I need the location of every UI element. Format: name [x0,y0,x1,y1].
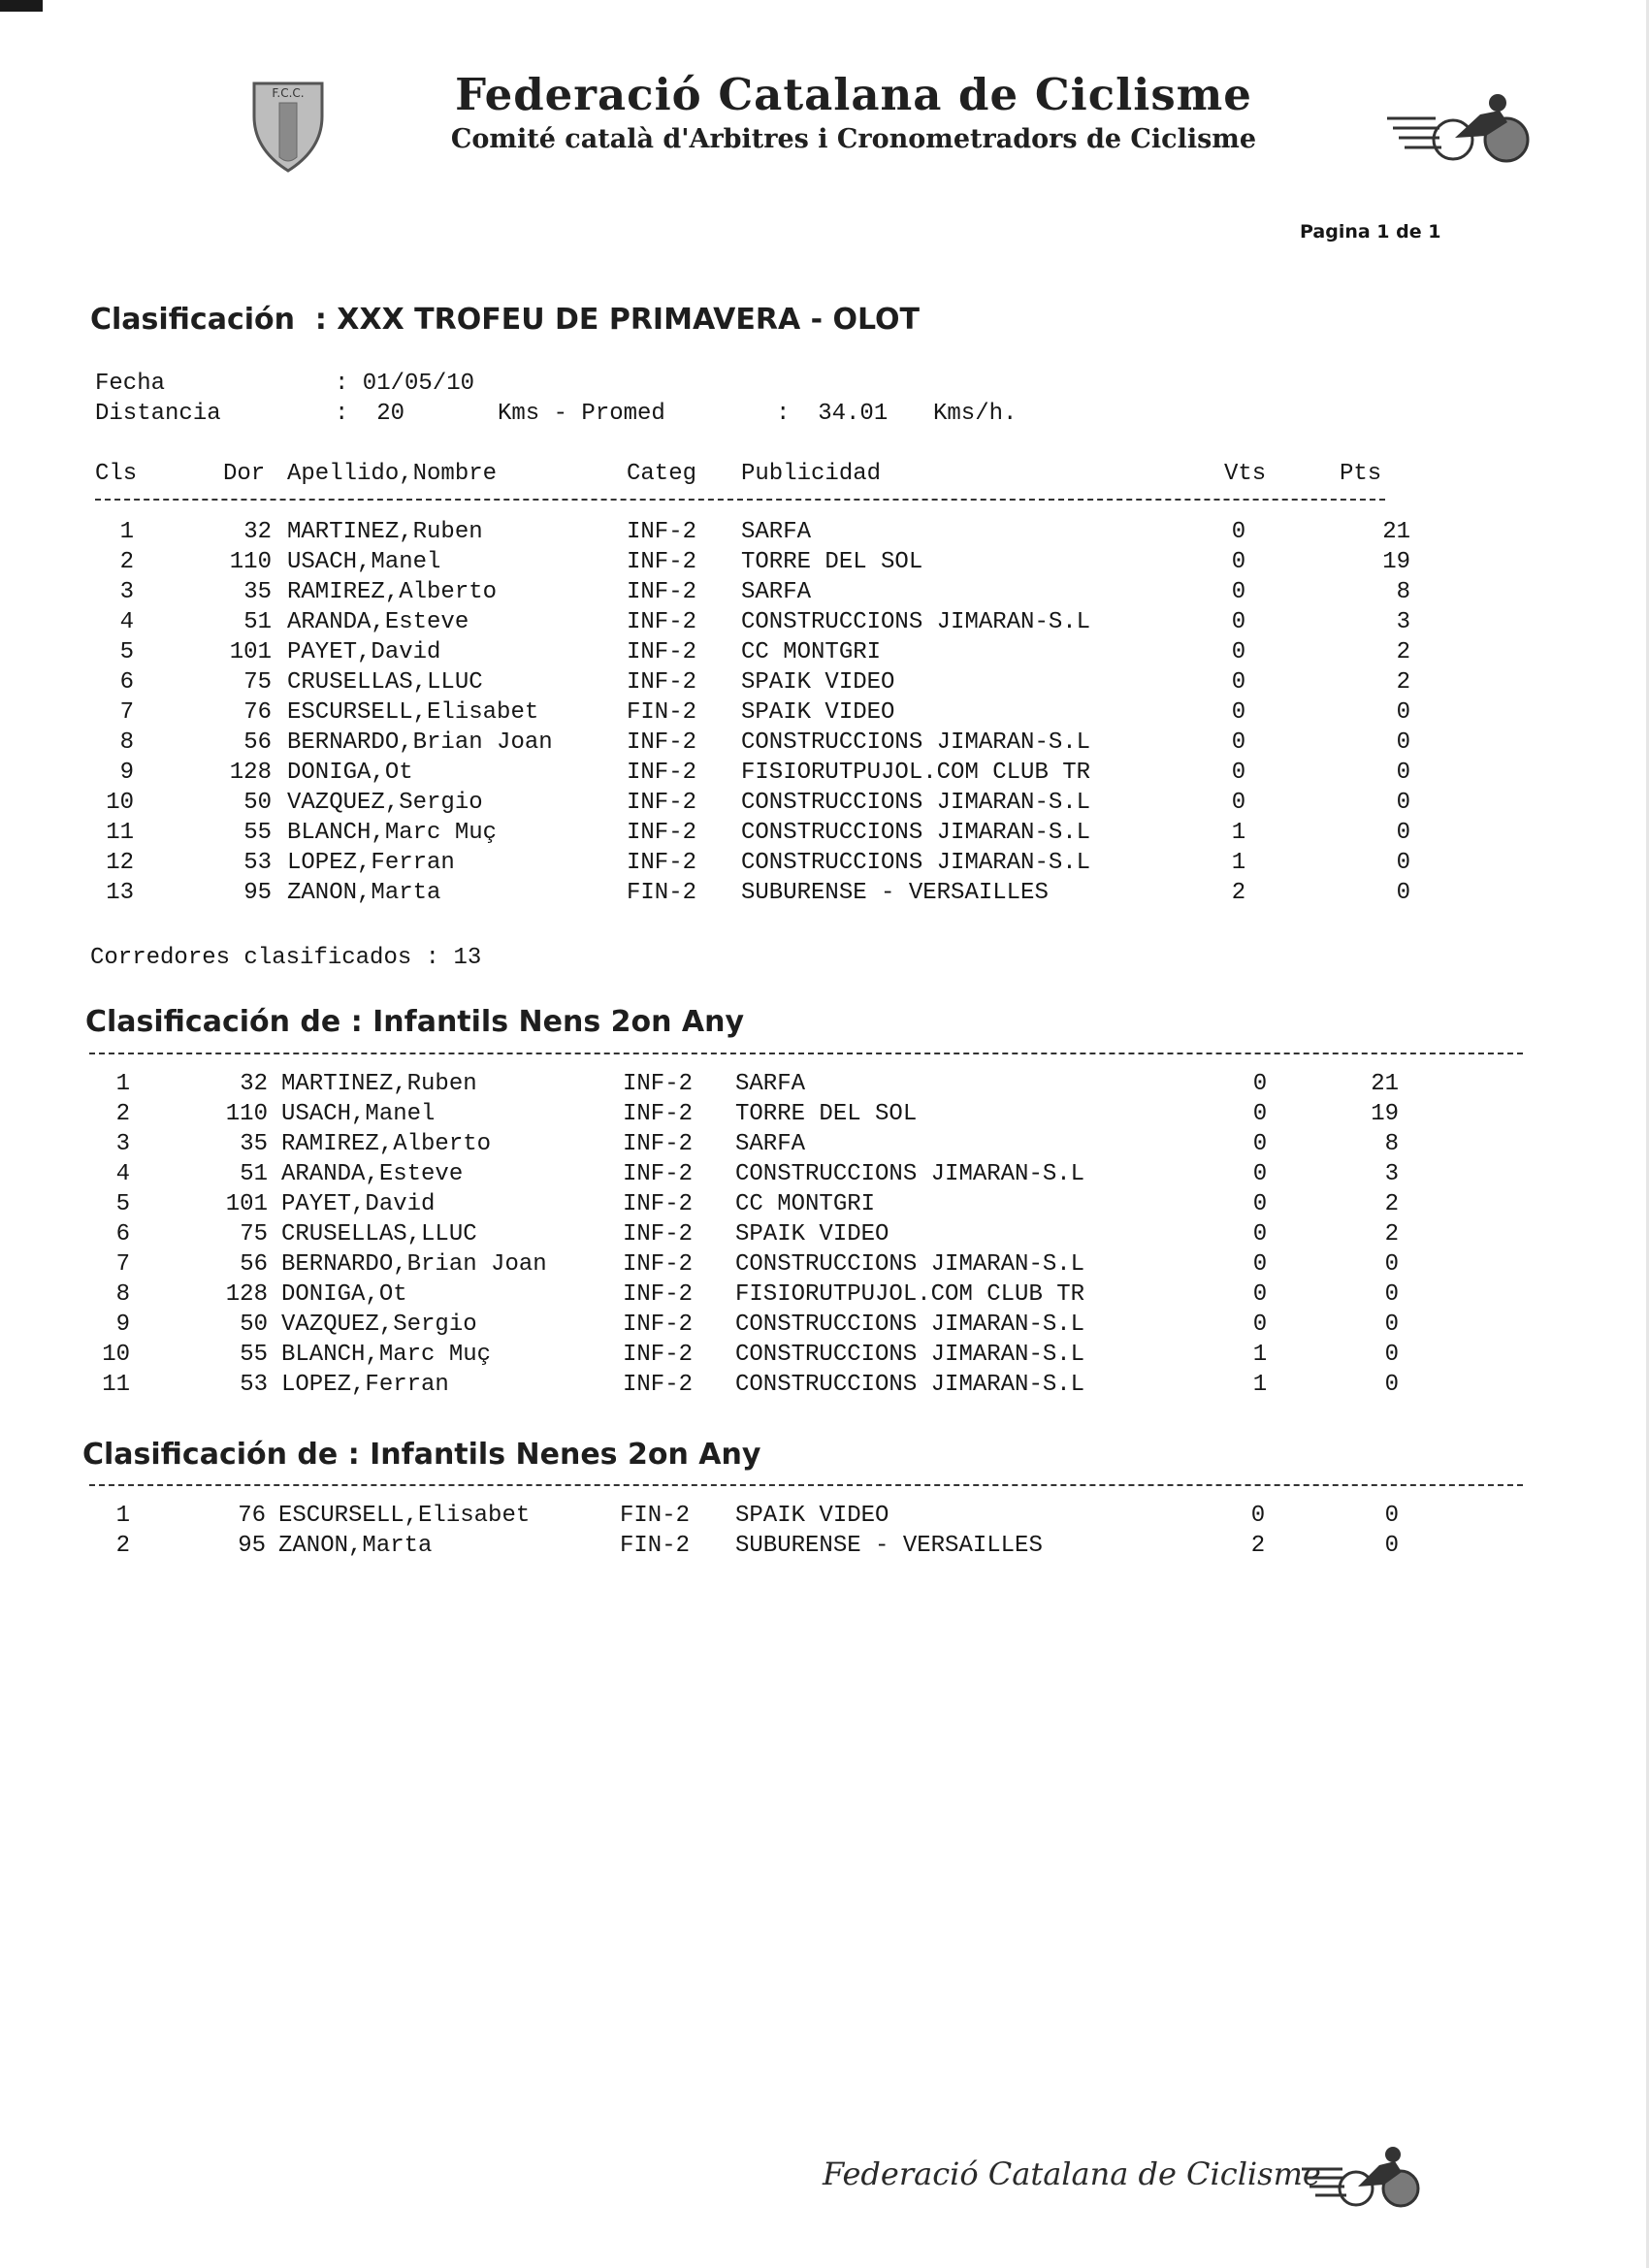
boys-divider [89,1053,1523,1054]
bib-number-cell: 35 [240,1131,268,1157]
team-cell: SARFA [741,519,812,545]
category-cell: FIN-2 [627,880,697,906]
footer-cyclist-logo-icon [1300,2144,1421,2212]
laps-cell: 0 [1231,669,1246,696]
promed-unit: Kms/h. [933,401,1018,427]
points-cell: 0 [1384,1251,1399,1278]
team-cell: CONSTRUCCIONS JIMARAN-S.L [741,790,1091,816]
rider-name-cell: USACH,Manel [287,549,441,575]
points-cell: 0 [1396,790,1410,816]
category-cell: FIN-2 [620,1503,691,1529]
race-title: Clasificación : XXX TROFEU DE PRIMAVERA - OLOT [90,303,921,337]
rider-name-cell: BERNARDO,Brian Joan [281,1251,547,1278]
rider-name-cell: RAMIREZ,Alberto [287,579,498,605]
team-cell: CONSTRUCCIONS JIMARAN-S.L [741,609,1091,635]
laps-cell: 0 [1231,579,1246,605]
rank-cell: 3 [115,1131,130,1157]
points-cell: 0 [1396,699,1410,726]
rider-name-cell: USACH,Manel [281,1101,436,1127]
team-cell: CONSTRUCCIONS JIMARAN-S.L [735,1251,1085,1278]
category-cell: INF-2 [627,760,697,786]
col-header-name: Apellido,Nombre [287,461,498,487]
points-cell: 3 [1396,609,1410,635]
bib-number-cell: 56 [243,729,272,756]
rank-cell: 1 [115,1503,130,1529]
fecha-label: Fecha [95,371,166,397]
team-cell: TORRE DEL SOL [735,1101,918,1127]
bib-number-cell: 128 [229,760,272,786]
rider-name-cell: PAYET,David [287,639,441,665]
points-cell: 2 [1396,669,1410,696]
category-cell: INF-2 [623,1251,694,1278]
team-cell: SPAIK VIDEO [735,1503,889,1529]
rank-cell: 4 [119,609,134,635]
points-cell: 0 [1384,1281,1399,1308]
points-cell: 0 [1384,1312,1399,1338]
rider-name-cell: ESCURSELL,Elisabet [287,699,539,726]
scan-corner-mark [0,0,43,12]
laps-cell: 0 [1252,1221,1268,1247]
category-cell: INF-2 [627,549,697,575]
team-cell: CONSTRUCCIONS JIMARAN-S.L [741,820,1091,846]
rider-name-cell: ARANDA,Esteve [281,1161,464,1187]
rank-cell: 6 [119,669,134,696]
team-cell: CONSTRUCCIONS JIMARAN-S.L [741,729,1091,756]
rank-cell: 5 [119,639,134,665]
committee-subtitle: Comité català d'Arbitres i Cronometradors de Ciclisme [450,123,1257,154]
bib-number-cell: 51 [240,1161,268,1187]
points-cell: 21 [1382,519,1410,545]
rank-cell: 9 [119,760,134,786]
cyclist-logo-icon [1385,89,1531,167]
rank-cell: 7 [115,1251,130,1278]
rider-name-cell: CRUSELLAS,LLUC [287,669,483,696]
points-cell: 2 [1396,639,1410,665]
rider-name-cell: ZANON,Marta [278,1533,433,1559]
category-cell: INF-2 [627,579,697,605]
team-cell: CC MONTGRI [741,639,882,665]
col-header-publicidad: Publicidad [741,461,882,487]
bib-number-cell: 35 [243,579,272,605]
svg-text:F.C.C.: F.C.C. [272,86,305,100]
rank-cell: 2 [119,549,134,575]
team-cell: FISIORUTPUJOL.COM CLUB TR [741,760,1091,786]
rank-cell: 10 [106,790,134,816]
category-cell: INF-2 [627,820,697,846]
rank-cell: 3 [119,579,134,605]
rank-cell: 4 [115,1161,130,1187]
bib-number-cell: 32 [240,1071,268,1097]
distancia-label: Distancia [95,401,221,427]
rider-name-cell: ARANDA,Esteve [287,609,469,635]
bib-number-cell: 55 [243,820,272,846]
team-cell: CONSTRUCCIONS JIMARAN-S.L [735,1312,1085,1338]
bib-number-cell: 53 [240,1372,268,1398]
bib-number-cell: 76 [238,1503,266,1529]
bib-number-cell: 53 [243,850,272,876]
points-cell: 8 [1396,579,1410,605]
team-cell: SARFA [741,579,812,605]
rank-cell: 11 [102,1372,130,1398]
points-cell: 0 [1384,1372,1399,1398]
bib-number-cell: 50 [243,790,272,816]
rider-name-cell: MARTINEZ,Ruben [287,519,483,545]
col-header-pts: Pts [1340,461,1382,487]
team-cell: SARFA [735,1131,806,1157]
laps-cell: 1 [1231,850,1246,876]
laps-cell: 0 [1252,1131,1268,1157]
laps-cell: 0 [1252,1251,1268,1278]
category-cell: INF-2 [627,639,697,665]
bib-number-cell: 75 [243,669,272,696]
category-cell: INF-2 [627,669,697,696]
category-cell: INF-2 [627,609,697,635]
bib-number-cell: 128 [225,1281,268,1308]
bib-number-cell: 50 [240,1312,268,1338]
page-number: Pagina 1 de 1 [1300,221,1441,243]
bib-number-cell: 101 [229,639,272,665]
rank-cell: 2 [115,1101,130,1127]
footer-federation-name: Federació Catalana de Ciclisme [823,2155,1321,2192]
category-cell: INF-2 [627,519,697,545]
points-cell: 0 [1396,760,1410,786]
points-cell: 19 [1371,1101,1399,1127]
laps-cell: 0 [1231,729,1246,756]
laps-cell: 0 [1231,519,1246,545]
points-cell: 2 [1384,1191,1399,1217]
team-cell: SPAIK VIDEO [735,1221,889,1247]
classified-riders-summary: Corredores clasificados : 13 [90,945,482,971]
laps-cell: 0 [1231,609,1246,635]
bib-number-cell: 55 [240,1342,268,1368]
points-cell: 0 [1396,729,1410,756]
team-cell: CONSTRUCCIONS JIMARAN-S.L [735,1372,1085,1398]
federation-title: Federació Catalana de Ciclisme [455,69,1252,120]
distancia-value: : 20 [335,401,405,427]
points-cell: 8 [1384,1131,1399,1157]
laps-cell: 0 [1231,760,1246,786]
category-cell: INF-2 [623,1372,694,1398]
col-header-dor: Dor [223,461,266,487]
girls-divider [89,1484,1523,1486]
laps-cell: 0 [1252,1101,1268,1127]
kms-promed-label: Kms - Promed [498,401,665,427]
bib-number-cell: 76 [243,699,272,726]
rank-cell: 6 [115,1221,130,1247]
bib-number-cell: 95 [243,880,272,906]
rider-name-cell: BLANCH,Marc Muç [287,820,498,846]
rider-name-cell: VAZQUEZ,Sergio [281,1312,477,1338]
category-cell: INF-2 [623,1161,694,1187]
category-cell: INF-2 [627,729,697,756]
bib-number-cell: 110 [225,1101,268,1127]
rider-name-cell: DONIGA,Ot [281,1281,407,1308]
header-divider [95,499,1385,501]
laps-cell: 0 [1252,1161,1268,1187]
team-cell: SUBURENSE - VERSAILLES [741,880,1049,906]
bib-number-cell: 95 [238,1533,266,1559]
points-cell: 19 [1382,549,1410,575]
rider-name-cell: DONIGA,Ot [287,760,413,786]
category-cell: INF-2 [623,1071,694,1097]
col-header-vts: Vts [1224,461,1267,487]
promed-value: : 34.01 [776,401,889,427]
header-titles [369,70,1339,154]
team-cell: CONSTRUCCIONS JIMARAN-S.L [735,1342,1085,1368]
rider-name-cell: CRUSELLAS,LLUC [281,1221,477,1247]
team-cell: SPAIK VIDEO [741,669,895,696]
category-cell: INF-2 [623,1131,694,1157]
rank-cell: 8 [119,729,134,756]
points-cell: 0 [1396,820,1410,846]
category-cell: INF-2 [627,790,697,816]
rider-name-cell: MARTINEZ,Ruben [281,1071,477,1097]
team-cell: SPAIK VIDEO [741,699,895,726]
team-cell: TORRE DEL SOL [741,549,923,575]
category-cell: INF-2 [623,1221,694,1247]
rank-cell: 2 [115,1533,130,1559]
rider-name-cell: RAMIREZ,Alberto [281,1131,492,1157]
rider-name-cell: LOPEZ,Ferran [287,850,455,876]
rank-cell: 1 [119,519,134,545]
rank-cell: 7 [119,699,134,726]
bib-number-cell: 110 [229,549,272,575]
rank-cell: 11 [106,820,134,846]
federation-shield-logo [250,80,326,175]
rider-name-cell: VAZQUEZ,Sergio [287,790,483,816]
category-cell: FIN-2 [620,1533,691,1559]
laps-cell: 0 [1252,1191,1268,1217]
rank-cell: 13 [106,880,134,906]
team-cell: SUBURENSE - VERSAILLES [735,1533,1043,1559]
laps-cell: 2 [1250,1533,1266,1559]
rank-cell: 9 [115,1312,130,1338]
category-cell: INF-2 [623,1281,694,1308]
points-cell: 2 [1384,1221,1399,1247]
laps-cell: 1 [1252,1342,1268,1368]
category-cell: INF-2 [623,1191,694,1217]
rank-cell: 1 [115,1071,130,1097]
category-cell: FIN-2 [627,699,697,726]
laps-cell: 0 [1252,1281,1268,1308]
team-cell: FISIORUTPUJOL.COM CLUB TR [735,1281,1085,1308]
points-cell: 0 [1384,1533,1399,1559]
points-cell: 0 [1384,1342,1399,1368]
bib-number-cell: 56 [240,1251,268,1278]
bib-number-cell: 32 [243,519,272,545]
laps-cell: 0 [1252,1312,1268,1338]
col-header-cls: Cls [95,461,138,487]
team-cell: CC MONTGRI [735,1191,876,1217]
rider-name-cell: ESCURSELL,Elisabet [278,1503,531,1529]
points-cell: 0 [1396,850,1410,876]
rider-name-cell: LOPEZ,Ferran [281,1372,449,1398]
team-cell: CONSTRUCCIONS JIMARAN-S.L [741,850,1091,876]
category-cell: INF-2 [623,1342,694,1368]
rank-cell: 12 [106,850,134,876]
rank-cell: 8 [115,1281,130,1308]
points-cell: 21 [1371,1071,1399,1097]
laps-cell: 1 [1231,820,1246,846]
boys-classification-title: Clasificación de : Infantils Nens 2on Any [85,1005,745,1039]
bib-number-cell: 75 [240,1221,268,1247]
points-cell: 0 [1384,1503,1399,1529]
category-cell: INF-2 [627,850,697,876]
rank-cell: 10 [102,1342,130,1368]
laps-cell: 0 [1231,549,1246,575]
bib-number-cell: 51 [243,609,272,635]
laps-cell: 0 [1252,1071,1268,1097]
points-cell: 3 [1384,1161,1399,1187]
laps-cell: 0 [1231,790,1246,816]
category-cell: INF-2 [623,1312,694,1338]
laps-cell: 0 [1231,699,1246,726]
rider-name-cell: BLANCH,Marc Muç [281,1342,492,1368]
team-cell: SARFA [735,1071,806,1097]
team-cell: CONSTRUCCIONS JIMARAN-S.L [735,1161,1085,1187]
category-cell: INF-2 [623,1101,694,1127]
rider-name-cell: PAYET,David [281,1191,436,1217]
rank-cell: 5 [115,1191,130,1217]
rider-name-cell: BERNARDO,Brian Joan [287,729,553,756]
girls-classification-title: Clasificación de : Infantils Nenes 2on Any [82,1438,761,1472]
fecha-value: : 01/05/10 [335,371,475,397]
laps-cell: 1 [1252,1372,1268,1398]
laps-cell: 0 [1231,639,1246,665]
laps-cell: 2 [1231,880,1246,906]
laps-cell: 0 [1250,1503,1266,1529]
points-cell: 0 [1396,880,1410,906]
rider-name-cell: ZANON,Marta [287,880,441,906]
bib-number-cell: 101 [225,1191,268,1217]
col-header-categ: Categ [627,461,697,487]
